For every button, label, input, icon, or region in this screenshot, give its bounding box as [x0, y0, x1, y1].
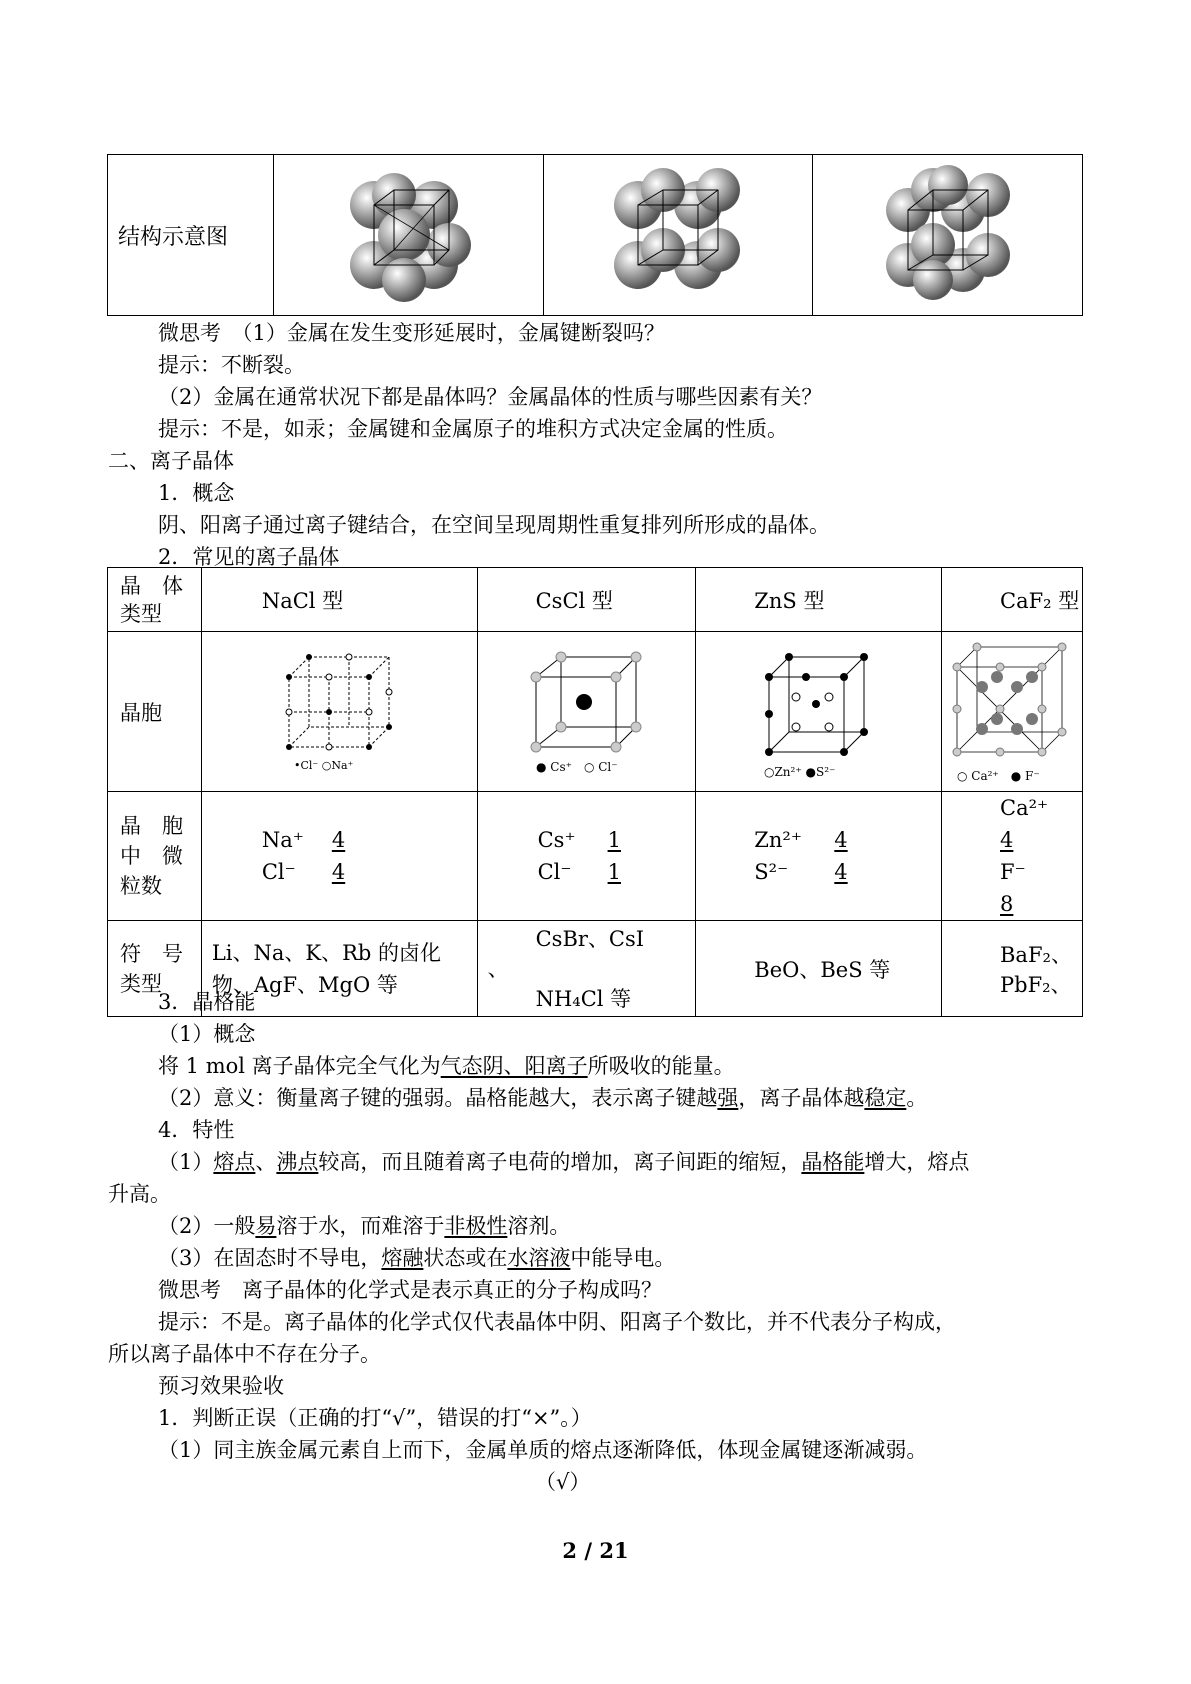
nacl-count1: 4	[331, 828, 346, 852]
think2-question: 微思考 离子晶体的化学式是表示真正的分子构成吗？	[158, 1278, 662, 1302]
caf2-count2: 8	[1000, 892, 1014, 916]
think1-question2: （2）金属在通常状况下都是晶体吗？金属晶体的性质与哪些因素有关？	[158, 385, 823, 409]
structure-image-fcc	[813, 155, 1083, 316]
type-nacl: NaCl 型	[201, 568, 477, 632]
cscl-count1: 1	[607, 828, 621, 852]
cscl-ion2: Cl⁻	[537, 860, 572, 884]
cscl-counts	[477, 792, 696, 921]
type-caf2: CaF₂ 型	[942, 568, 1083, 632]
caf2-count1: 4	[1000, 828, 1014, 852]
property2: （2）一般易溶于水，而难溶于非极性溶剂。	[158, 1214, 571, 1238]
cscl-examples-line2: 、	[487, 956, 509, 981]
page-number: 2 / 21	[562, 1538, 629, 1563]
caf2-ion1: Ca²⁺	[1000, 796, 1049, 820]
think2-answer2: 所以离子晶体中不存在分子。	[108, 1342, 381, 1366]
property1-cont: 升高。	[108, 1182, 171, 1206]
zns-ion1: Zn²⁺	[754, 828, 802, 852]
structure-image-bcc	[274, 155, 544, 316]
metal-structure-table	[107, 154, 1083, 316]
header-cell-label: 晶胞	[108, 632, 202, 792]
fcc-structure-figure	[878, 165, 1018, 305]
header-type-line2: 类型	[120, 601, 162, 626]
nacl-ion1: Na⁺	[261, 828, 304, 852]
zns-count1: 4	[834, 828, 848, 852]
lattice-energy-sub1: （1）概念	[158, 1022, 256, 1046]
judge-instruction: 1．判断正误（正确的打“√”，错误的打“×”。）	[158, 1406, 592, 1430]
think2-answer1: 提示：不是。离子晶体的化学式仅代表晶体中阴、阳离子个数比，并不代表分子构成，	[158, 1310, 956, 1334]
header-count-cell	[108, 792, 202, 921]
cscl-ion1: Cs⁺	[537, 828, 576, 852]
zns-unit-cell	[754, 642, 884, 782]
section2-item1: 1．概念	[158, 481, 235, 505]
zns-examples: BeO、BeS 等	[696, 921, 942, 1017]
header-count-line3: 粒数	[120, 874, 162, 898]
nacl-cell-figure	[201, 632, 477, 792]
header-count-line2: 中 微	[120, 844, 183, 868]
think1-answer2: 提示：不是，如汞；金属键和金属原子的堆积方式决定金属的性质。	[158, 417, 788, 441]
type-cscl: CsCl 型	[477, 568, 696, 632]
zns-ion2: S²⁻	[754, 860, 789, 884]
lattice-energy-definition: 将 1 mol 离子晶体完全气化为气态阴、阳离子所吸收的能量。	[158, 1054, 735, 1078]
zns-legend: ○Zn²⁺ ●S²⁻	[763, 764, 835, 779]
properties-heading: 4．特性	[158, 1118, 235, 1142]
ionic-crystal-table	[107, 567, 1083, 1017]
judge-item1: （1）同主族金属元素自上而下，金属单质的熔点逐渐降低，体现金属键逐渐减弱。	[158, 1438, 928, 1462]
cscl-unit-cell	[516, 647, 656, 777]
think1-answer1: 提示：不断裂。	[158, 353, 305, 377]
caf2-ion2: F⁻	[1000, 860, 1026, 884]
nacl-unit-cell	[279, 647, 399, 777]
cscl-examples-line1: CsBr、CsI	[535, 926, 645, 951]
header-type-line1: 晶 体	[120, 573, 183, 598]
zns-count2: 4	[834, 860, 848, 884]
judge-item1-answer: （√）	[535, 1470, 591, 1494]
zns-counts	[696, 792, 942, 921]
nacl-ion2: Cl⁻	[261, 860, 296, 884]
caf2-legend: ○ Ca²⁺ ● F⁻	[957, 768, 1040, 783]
structure-label: 结构示意图	[108, 155, 274, 316]
cscl-cell-figure	[477, 632, 696, 792]
section2-item2: 2．常见的离子晶体	[158, 545, 340, 569]
cscl-examples	[477, 921, 696, 1017]
nacl-count2: 4	[331, 860, 346, 884]
property1: （1）熔点、沸点较高，而且随着离子电荷的增加，离子间距的缩短，晶格能增大，熔点	[158, 1150, 970, 1174]
simple-structure-figure	[608, 165, 748, 305]
zns-cell-figure	[696, 632, 942, 792]
caf2-counts	[942, 792, 1083, 921]
cscl-examples-line3: NH₄Cl 等	[535, 986, 632, 1011]
nacl-legend: •Cl⁻ ○Na⁺	[294, 758, 354, 772]
think1-question1: 微思考 （1）金属在发生变形延展时，金属键断裂吗？	[158, 321, 665, 345]
bcc-structure-figure	[339, 165, 479, 305]
nacl-counts	[201, 792, 477, 921]
preview-heading: 预习效果验收	[158, 1374, 284, 1398]
structure-image-simple	[543, 155, 813, 316]
section2-heading: 二、离子晶体	[108, 449, 234, 473]
cscl-count2: 1	[607, 860, 621, 884]
header-symbol-line1: 符 号	[120, 941, 183, 966]
cscl-legend: ● Cs⁺ ○ Cl⁻	[536, 759, 619, 774]
type-zns: ZnS 型	[696, 568, 942, 632]
header-symbol-line2: 类型	[120, 971, 162, 996]
caf2-cell-figure	[942, 632, 1083, 792]
caf2-examples: BaF₂、PbF₂、	[942, 921, 1083, 1017]
lattice-energy-heading: 3．晶格能	[158, 990, 256, 1014]
caf2-unit-cell	[942, 637, 1082, 787]
section2-concept: 阴、阳离子通过离子键结合，在空间呈现周期性重复排列所形成的晶体。	[158, 513, 830, 537]
header-type-cell	[108, 568, 202, 632]
nacl-examples: Li、Na、K、Rb 的卤化物、AgF、MgO 等	[201, 921, 477, 1017]
lattice-energy-meaning: （2）意义：衡量离子键的强弱。晶格能越大，表示离子键越强，离子晶体越稳定。	[158, 1086, 928, 1110]
property3: （3）在固态时不导电，熔融状态或在水溶液中能导电。	[158, 1246, 676, 1270]
header-count-line1: 晶 胞	[120, 814, 183, 838]
